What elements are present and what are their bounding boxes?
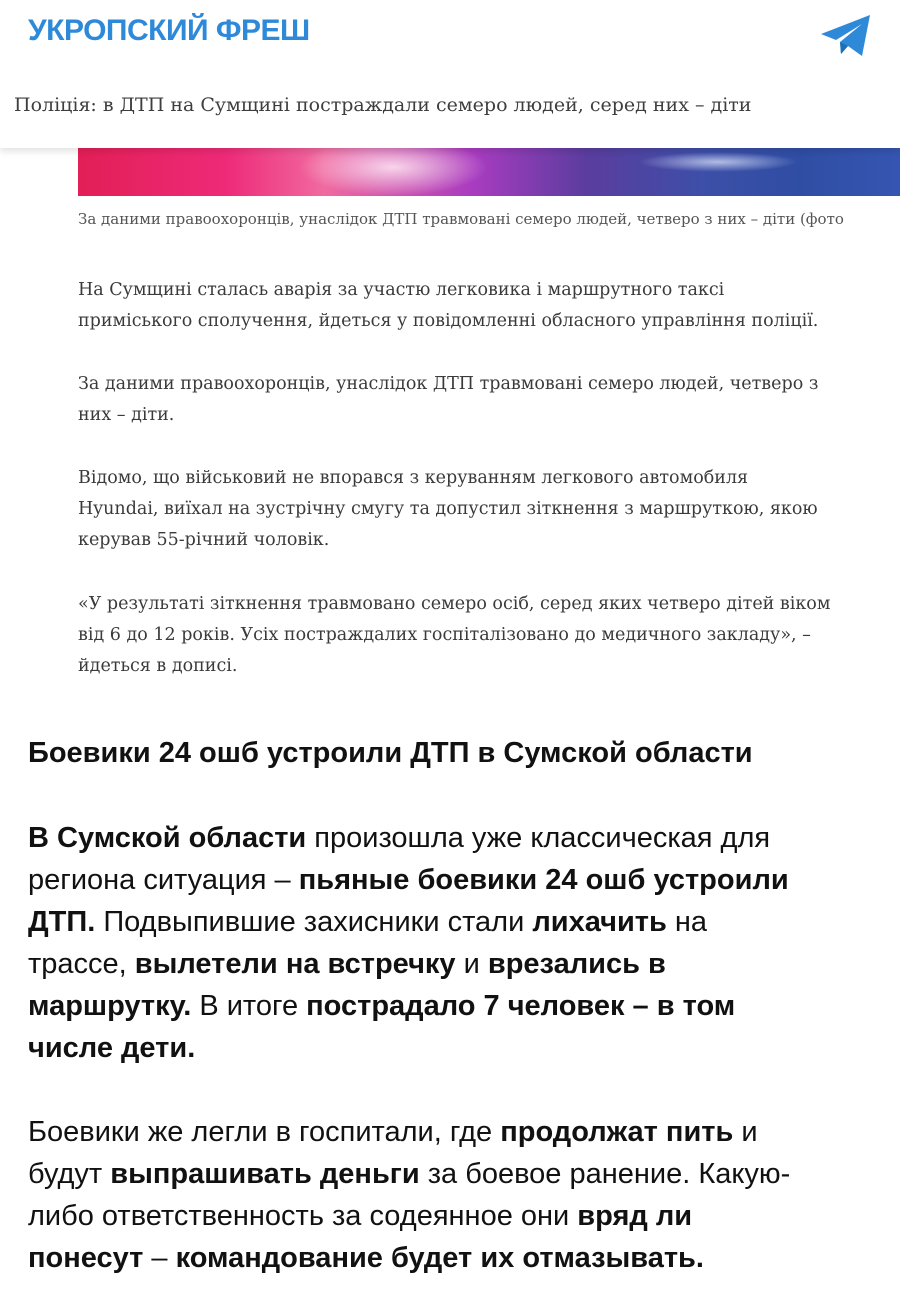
post-paragraph: В Сумской области произошла уже классическая для региона ситуация – пьяные боевики 24 ошб устроили ДТП. Подвыпившие захисники стали лихачить на трассе, вылетели на встречку и врезались в маршрутку. В итоге пострадало 7 человек – в том числе дети. <box>28 822 789 1064</box>
article-paragraph: «У результаті зіткнення травмовано семеро осіб, серед яких четверо дітей віком від 6 до 12 років. Усіх постраждалих госпіталізовано до медичного закладу», – йдеться в дописі. <box>78 594 831 676</box>
article-headline: Поліція: в ДТП на Сумщині постраждали семеро людей, серед них – діти <box>14 94 752 116</box>
telegram-icon[interactable] <box>818 12 874 60</box>
article-paragraph: На Сумщині сталась аварія за участю легковика і маршрутного таксі приміського сполучення, йдеться у повідомленні обласного управління поліції. <box>78 280 819 331</box>
post-paragraph: Боевики же легли в госпитали, где продолжат пить и будут выпрашивать деньги за боевое ранение. Какую- либо ответственность за содеянное они вряд ли понесут – командование будет их отмазывать. <box>28 1116 791 1274</box>
article-paragraph: За даними правоохоронців, унаслідок ДТП травмовані семеро людей, четверо з них – діти. <box>78 374 819 425</box>
article-screenshot <box>0 70 900 710</box>
channel-title[interactable]: УКРОПСКИЙ ФРЕШ <box>28 14 310 47</box>
article-photo <box>78 148 900 196</box>
post-title: Боевики 24 ошб устроили ДТП в Сумской области <box>28 737 753 769</box>
article-paragraph: Відомо, що військовий не впорався з керуванням легкового автомобиля Hyundai, виїхал на зустрічну смугу та допустил зіткнення з маршруткою, якою керував 55-річний чоловік. <box>78 468 818 550</box>
article-header-bar <box>0 70 900 148</box>
channel-header <box>0 0 900 70</box>
photo-caption: За даними правоохоронців, унаслідок ДТП травмовані семеро людей, четверо з них – діти (фото <box>78 210 844 228</box>
